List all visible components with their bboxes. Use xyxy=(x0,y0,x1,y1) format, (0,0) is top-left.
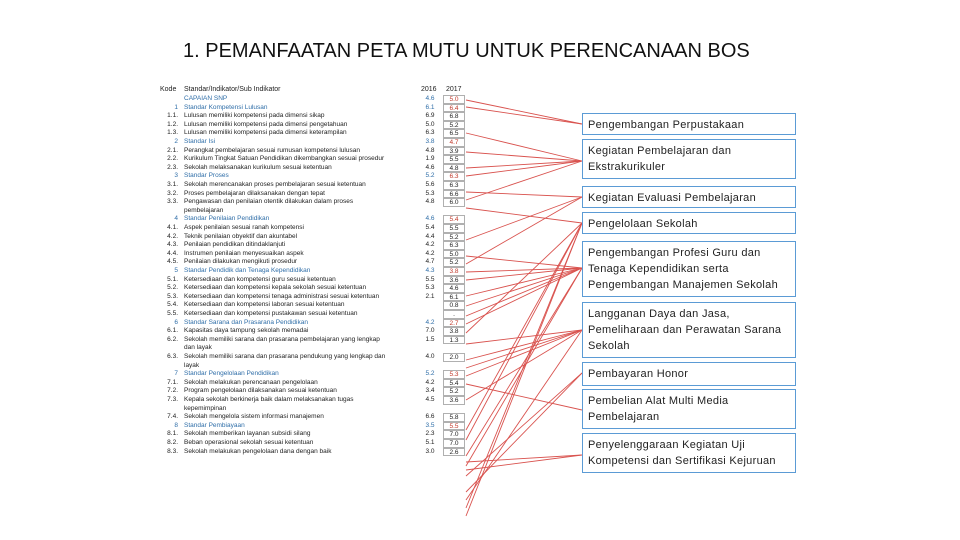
row-value-2017: 6.3 xyxy=(443,181,465,190)
row-value-2017: 3.6 xyxy=(443,276,465,285)
row-value-2017: 3.9 xyxy=(443,147,465,156)
row-description: Standar Pengelolaan Pendidikan xyxy=(184,370,279,378)
row-description: Lulusan memiliki kompetensi pada dimensi keterampilan xyxy=(184,129,347,137)
row-value-2016: 3.5 xyxy=(425,421,435,429)
row-value-2017: 5.4 xyxy=(443,379,465,388)
row-value-2016: 4.8 xyxy=(425,198,435,206)
row-value-2016: 5.6 xyxy=(425,181,435,188)
header-2016: 2016 xyxy=(421,86,437,93)
row-value-2017: 4.8 xyxy=(443,164,465,173)
connector-line xyxy=(466,330,582,500)
row-description: Sekolah melakukan pengelolaan dana dengan baik xyxy=(184,447,332,455)
connector-line xyxy=(466,223,582,430)
connector-line xyxy=(466,268,582,296)
row-value-2017: 3.6 xyxy=(443,396,465,405)
program-box-langganan xyxy=(582,302,796,358)
row-kode: 4.1. xyxy=(167,224,178,231)
row-value-2017: 2.6 xyxy=(443,448,465,457)
row-description: Sekolah melaksanakan kurikulum sesuai ketentuan xyxy=(184,163,332,171)
connector-line xyxy=(466,330,582,376)
row-kode: 5 xyxy=(174,267,178,274)
connector-line xyxy=(466,197,582,240)
row-kode: 1 xyxy=(174,103,178,111)
row-kode: 5.1. xyxy=(167,275,178,283)
row-kode: 5.4. xyxy=(167,301,178,309)
program-box-uji-kompetensi xyxy=(582,433,796,473)
slide-title: 1. PEMANFAATAN PETA MUTU UNTUK PERENCANAAN BOS xyxy=(183,40,750,62)
row-description: Sekolah memiliki sarana dan prasarana pembelajaran yang lengkap xyxy=(184,335,380,343)
row-description: Kurikulum Tingkat Satuan Pendidikan dikembangkan sesuai prosedur xyxy=(184,155,385,163)
row-description: Ketersediaan dan kompetensi laboran sesuai ketentuan xyxy=(184,301,345,309)
row-description: Perangkat pembelajaran sesuai rumusan kompetensi lulusan xyxy=(184,146,360,154)
row-value-2016: 3.8 xyxy=(425,138,435,145)
connector-line xyxy=(466,455,582,462)
row-value-2016: 4.0 xyxy=(425,353,435,360)
row-description: dan layak xyxy=(184,344,212,352)
row-value-2016: 3.0 xyxy=(425,447,435,455)
row-value-2016: 1.5 xyxy=(425,335,435,343)
row-value-2017: 5.5 xyxy=(443,422,465,431)
row-description: Beban operasional sekolah sesuai ketentuan xyxy=(184,439,314,446)
connector-line xyxy=(466,161,582,168)
row-kode: 6 xyxy=(174,318,178,326)
row-value-2017: 3.8 xyxy=(443,267,465,276)
row-kode: 3.2. xyxy=(167,189,178,197)
connector-line xyxy=(466,373,582,476)
connector-line xyxy=(466,223,582,508)
connector-line xyxy=(466,223,582,516)
header-kode: Kode xyxy=(160,86,177,93)
row-kode: 3.1. xyxy=(167,181,178,188)
row-description: Penilaian dilakukan mengikuti prosedur xyxy=(184,258,298,266)
program-box-multimedia xyxy=(582,389,796,429)
row-value-2016: 4.3 xyxy=(425,267,435,274)
row-kode: 4 xyxy=(174,215,178,223)
row-value-2016: 4.6 xyxy=(425,215,435,223)
row-description: Standar Penilaian Pendidikan xyxy=(184,215,270,223)
program-box-pembelajaran xyxy=(582,139,796,179)
row-kode: 8.3. xyxy=(167,447,178,455)
row-description: Ketersediaan dan kompetensi guru sesuai ketentuan xyxy=(184,275,336,283)
header-2017: 2017 xyxy=(446,86,462,93)
row-description: Ketersediaan dan kompetensi kepala sekolah sesuai ketentuan xyxy=(184,284,367,292)
connector-line xyxy=(466,330,582,368)
row-value-2017: 1.3 xyxy=(443,336,465,345)
row-value-2016: 5.3 xyxy=(425,284,435,292)
row-value-2016: 2.3 xyxy=(425,430,435,438)
row-value-2017: 4.7 xyxy=(443,138,465,147)
row-description: Pengawasan dan penilaian otentik dilakukan dalam proses xyxy=(184,198,354,206)
row-value-2017 xyxy=(443,362,465,371)
row-description: Lulusan memiliki kompetensi pada dimensi pengetahuan xyxy=(184,120,348,128)
row-value-2017: 5.4 xyxy=(443,215,465,224)
program-label: Pengelolaan Sekolah xyxy=(588,218,698,230)
row-value-2017: 2.7 xyxy=(443,319,465,328)
row-value-2016: 5.0 xyxy=(425,120,435,128)
row-description: Sekolah melakukan perencanaan pengelolaan xyxy=(184,378,318,386)
row-value-2016: 5.4 xyxy=(425,224,435,231)
row-description: pembelajaran xyxy=(184,206,224,214)
row-description: Standar Pembiayaan xyxy=(184,421,245,429)
connector-line xyxy=(466,256,582,268)
row-kode: 7.2. xyxy=(167,387,178,395)
row-kode: 4.2. xyxy=(167,232,178,240)
row-kode: 2.3. xyxy=(167,163,178,171)
row-kode: 3.3. xyxy=(167,198,178,206)
connector-line xyxy=(466,152,582,161)
row-value-2017: 6.1 xyxy=(443,293,465,302)
row-value-2016: 4.2 xyxy=(425,378,435,386)
row-value-2017: . xyxy=(443,310,465,319)
row-description: Standar Kompetensi Lulusan xyxy=(184,103,268,111)
row-value-2017: 2.0 xyxy=(443,353,465,362)
program-box-honor xyxy=(582,362,796,386)
connector-line xyxy=(466,100,582,124)
row-description: layak xyxy=(184,361,200,369)
row-kode: 2.1. xyxy=(167,146,178,154)
row-description: Ketersediaan dan kompetensi tenaga administrasi sesuai ketentuan xyxy=(184,292,380,300)
row-value-2017: 5.5 xyxy=(443,224,465,233)
connector-line xyxy=(466,107,582,124)
connector-line xyxy=(466,208,582,223)
row-kode: 1.1. xyxy=(167,112,178,120)
row-description: Standar Sarana dan Prasarana Pendidikan xyxy=(184,318,308,326)
connector-line xyxy=(466,330,582,360)
connector-line xyxy=(466,161,582,200)
row-kode: 1.3. xyxy=(167,129,178,137)
program-label: Pengembangan Perpustakaan xyxy=(588,119,745,131)
row-kode: 6.1. xyxy=(167,327,178,335)
program-label: Pembelian Alat Multi Media Pembelajaran xyxy=(588,395,729,423)
row-value-2016: 5.1 xyxy=(425,439,435,446)
row-value-2017: 5.2 xyxy=(443,258,465,267)
row-value-2016: 4.5 xyxy=(425,396,435,403)
row-description: Standar Proses xyxy=(184,172,229,180)
row-kode: 1.2. xyxy=(167,120,178,128)
row-kode: 8.1. xyxy=(167,430,178,438)
row-description: Program pengelolaan dilaksanakan sesuai ketentuan xyxy=(184,387,337,395)
program-label: Kegiatan Pembelajaran dan Ekstrakurikuler xyxy=(588,145,732,173)
row-value-2016: 5.2 xyxy=(425,370,435,378)
row-kode: 4.3. xyxy=(167,241,178,249)
row-value-2017: 7.0 xyxy=(443,430,465,439)
row-description: Ketersediaan dan kompetensi pustakawan sesuai ketentuan xyxy=(184,310,358,317)
program-box-evaluasi xyxy=(582,186,796,208)
row-value-2017: 5.2 xyxy=(443,387,465,396)
row-kode: 7.1. xyxy=(167,378,178,386)
row-value-2017: 6.8 xyxy=(443,112,465,121)
row-kode: 8.2. xyxy=(167,439,178,446)
row-value-2017 xyxy=(443,207,465,216)
row-value-2017: 3.8 xyxy=(443,327,465,336)
row-kode: 7.3. xyxy=(167,396,178,403)
row-value-2016: 4.2 xyxy=(425,249,435,257)
row-value-2017: 6.0 xyxy=(443,198,465,207)
row-value-2017 xyxy=(443,344,465,353)
row-value-2017: 0.8 xyxy=(443,301,465,310)
connector-line xyxy=(466,455,582,470)
row-value-2016: 4.7 xyxy=(425,258,435,266)
row-kode: 5.5. xyxy=(167,310,178,317)
connector-line xyxy=(466,161,582,176)
row-value-2016: 6.3 xyxy=(425,129,435,137)
connector-line xyxy=(466,384,582,410)
program-label: Pembayaran Honor xyxy=(588,368,689,380)
row-kode: 5.2. xyxy=(167,284,178,292)
row-value-2016: 1.9 xyxy=(425,155,435,163)
connector-line xyxy=(466,373,582,492)
row-value-2016: 5.3 xyxy=(425,189,435,197)
connector-line xyxy=(466,223,582,333)
row-kode: 7 xyxy=(174,370,178,378)
connector-line xyxy=(466,268,582,456)
row-kode: 3 xyxy=(174,172,178,180)
row-description: Lulusan memiliki kompetensi pada dimensi sikap xyxy=(184,112,325,120)
row-value-2016: 4.8 xyxy=(425,146,435,154)
program-box-perpustakaan xyxy=(582,113,796,135)
row-value-2017: 7.0 xyxy=(443,439,465,448)
row-value-2016: 6.6 xyxy=(425,413,435,421)
row-description: kepemimpinan xyxy=(184,404,227,412)
row-description: Sekolah merencanakan proses pembelajaran sesuai ketentuan xyxy=(184,181,366,188)
connector-line xyxy=(466,192,582,197)
row-description: Sekolah mengelola sistem informasi manajemen xyxy=(184,413,324,421)
program-box-pengelolaan xyxy=(582,212,796,234)
row-value-2017: 6.3 xyxy=(443,172,465,181)
row-value-2017: 5.2 xyxy=(443,121,465,130)
connector-line xyxy=(466,133,582,161)
row-description: Sekolah memberikan layanan subsidi silang xyxy=(184,430,311,438)
connector-line xyxy=(466,268,582,272)
row-value-2017: 5.0 xyxy=(443,250,465,259)
row-description: Sekolah memiliki sarana dan prasarana pendukung yang lengkap dan xyxy=(184,353,386,360)
connector-line xyxy=(466,268,582,306)
connector-line xyxy=(466,268,582,466)
row-description: Standar Isi xyxy=(184,138,216,145)
row-value-2017: 5.3 xyxy=(443,370,465,379)
row-value-2016: 4.2 xyxy=(425,241,435,249)
row-kode: 8 xyxy=(174,421,178,429)
row-kode: 6.2. xyxy=(167,335,178,343)
connector-line xyxy=(466,268,582,324)
connector-line xyxy=(466,330,582,400)
row-value-2016: 7.0 xyxy=(425,327,435,335)
row-value-2017: 6.4 xyxy=(443,104,465,113)
row-value-2017: 5.5 xyxy=(443,155,465,164)
row-value-2017: 6.6 xyxy=(443,190,465,199)
row-description: Kepala sekolah berkinerja baik dalam melaksanakan tugas xyxy=(184,396,354,403)
program-label: Penyelenggaraan Kegiatan Uji Kompetensi dan Sertifikasi Kejuruan xyxy=(588,439,776,467)
row-kode: 4.4. xyxy=(167,249,178,257)
row-description: Kapasitas daya tampung sekolah memadai xyxy=(184,327,309,335)
row-value-2016: 4.6 xyxy=(425,163,435,171)
row-value-2016: 6.9 xyxy=(425,112,435,120)
row-value-2017: 6.5 xyxy=(443,129,465,138)
row-kode: 6.3. xyxy=(167,353,178,360)
connector-line xyxy=(466,197,582,264)
row-kode: 2.2. xyxy=(167,155,178,163)
row-kode: 5.3. xyxy=(167,292,178,300)
row-description: Teknik penilaian obyektif dan akuntabel xyxy=(184,232,298,240)
row-value-2016: 3.4 xyxy=(425,387,435,395)
connector-line xyxy=(466,223,582,440)
row-description: Standar Pendidik dan Tenaga Kependidikan xyxy=(184,267,311,274)
row-description: Instrumen penilaian menyesuaikan aspek xyxy=(184,249,304,257)
row-value-2017: 5.2 xyxy=(443,233,465,242)
row-value-2016: 4.4 xyxy=(425,232,435,240)
row-description: Penilaian pendidikan ditindaklanjuti xyxy=(184,241,286,249)
row-value-2017 xyxy=(443,405,465,414)
row-value-2016: 4.2 xyxy=(425,318,435,326)
row-value-2016: 4.6 xyxy=(425,95,435,102)
row-kode: 2 xyxy=(174,138,178,145)
row-description: Proses pembelajaran dilaksanakan dengan tepat xyxy=(184,189,325,197)
row-value-2016: 5.2 xyxy=(425,172,435,180)
connector-line xyxy=(466,330,582,344)
program-label: Langganan Daya dan Jasa, Pemeliharaan dan Perawatan Sarana Sekolah xyxy=(588,308,782,352)
program-label: Pengembangan Profesi Guru dan Tenaga Kependidikan serta Pengembangan Manajemen Sekolah xyxy=(588,247,779,291)
row-value-2017: 4.6 xyxy=(443,284,465,293)
connector-line xyxy=(466,268,582,280)
header-standar: Standar/Indikator/Sub Indikator xyxy=(184,86,281,93)
program-label: Kegiatan Evaluasi Pembelajaran xyxy=(588,192,756,204)
row-kode: 4.5. xyxy=(167,258,178,266)
connector-line xyxy=(466,268,582,316)
row-value-2016: 2.1 xyxy=(425,292,435,300)
row-description: Aspek penilaian sesuai ranah kompetensi xyxy=(184,224,304,231)
row-value-2017: 5.0 xyxy=(443,95,465,104)
row-value-2017: 6.3 xyxy=(443,241,465,250)
row-description: CAPAIAN SNP xyxy=(184,95,228,102)
program-box-profesi xyxy=(582,241,796,297)
row-kode: 7.4. xyxy=(167,413,178,421)
row-value-2016: 6.1 xyxy=(425,103,435,111)
row-value-2017: 5.8 xyxy=(443,413,465,422)
row-value-2016: 5.5 xyxy=(425,275,435,283)
